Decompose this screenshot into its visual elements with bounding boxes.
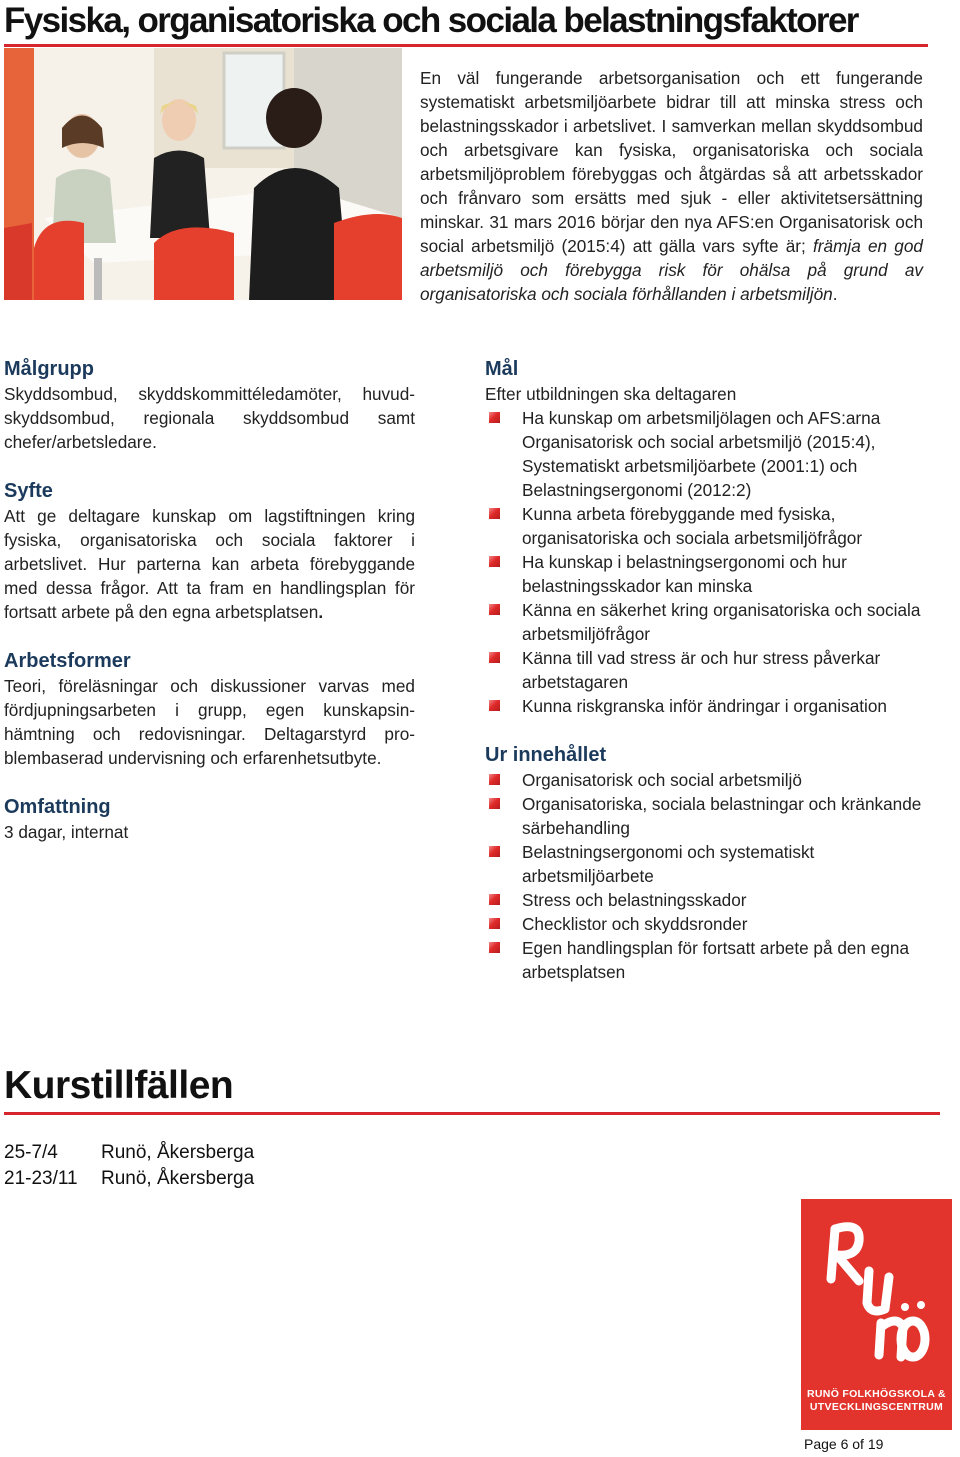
omfattning-text: 3 dagar, internat	[4, 822, 129, 842]
mal-heading: Mål	[485, 358, 519, 380]
intro-text: En väl fungerande arbetsorganisation och ett fungerande systematiskt arbetsmiljöarbete bidrar till att minska stress och belastningsskador i arbetslivet. I samverkan mellan skyddsombud och arbetsgivare kan fysiska, organisatoriska och sociala arbetsmiljöproblem förebyggas och åtgärdas så att arbetsskador och frånvaro som ersätts med sjuk - eller aktivitetsersättning minskar. 31 mars 2016 börjar den nya AFS:en Organisatorisk och social arbetsmiljö (2015:4) att gälla vars syfte är;	[420, 68, 923, 256]
kurstillfallen-heading: Kurstillfällen	[4, 1064, 234, 1107]
arbetsformer-heading: Arbetsformer	[4, 650, 131, 672]
section-omfattning	[4, 794, 415, 844]
syfte-end: .	[318, 602, 324, 622]
section-mal	[485, 356, 925, 718]
bullet-square-icon	[489, 412, 500, 423]
intro-italic-quote: främja en god arbetsmiljö och förebygga risk för ohälsa på grund av organisatoriska och sociala förhållanden i arbetsmiljön	[420, 236, 923, 304]
runo-logo-icon	[801, 1199, 952, 1379]
list-item: Stress och belastningsskador	[485, 888, 925, 912]
innehall-list	[485, 768, 925, 984]
section-arbetsformer	[4, 648, 415, 770]
bullet-square-icon	[489, 942, 500, 953]
dates-table	[4, 1140, 254, 1192]
bullet-square-icon	[489, 652, 500, 663]
date-row	[4, 1166, 254, 1192]
list-item: Checklistor och skyddsronder	[485, 912, 925, 936]
left-column	[4, 356, 415, 868]
bullet-square-icon	[489, 774, 500, 785]
mal-lead: Efter utbildningen ska deltagaren	[485, 384, 737, 404]
place-cell: Runö, Åkersberga	[101, 1168, 255, 1189]
kurstillfallen-rule	[4, 1112, 940, 1115]
bullet-square-icon	[489, 556, 500, 567]
syfte-heading: Syfte	[4, 480, 53, 502]
bullet-square-icon	[489, 894, 500, 905]
logo-line-2: UTVECKLINGSCENTRUM	[809, 1401, 944, 1413]
omfattning-heading: Omfattning	[4, 796, 111, 818]
bullet-square-icon	[489, 604, 500, 615]
list-item: Kunna riskgranska inför ändringar i organisation	[485, 694, 925, 718]
list-item: Ha kunskap i belastningsergonomi och hur belastningsskador kan minska	[485, 550, 925, 598]
malgrupp-heading: Målgrupp	[4, 358, 94, 380]
date-cell: 21-23/11	[4, 1168, 78, 1189]
list-item: Ha kunskap om arbetsmiljölagen och AFS:arna Organisatorisk och social arbetsmiljö (2015:4), Systematiskt arbetsmiljöarbete (2001:1) och Belastningsergonomi (2012:2)	[485, 406, 925, 502]
bullet-square-icon	[489, 798, 500, 809]
syfte-text: Att ge deltagare kunskap om lagstiftningen kring fysiska, organisatoriska och sociala faktorer i arbetslivet. Hur parterna kan arbeta förebyggande med dessa frågor. Att ta fram en handlingsplan för fortsatt arbete på den egna arbetsplatsen	[4, 506, 415, 622]
page-number: Page 6 of 19	[804, 1436, 884, 1452]
page-title: Fysiska, organisatoriska och sociala belastningsfaktorer	[4, 1, 858, 40]
date-row	[4, 1140, 254, 1166]
section-malgrupp	[4, 356, 415, 454]
bullet-square-icon	[489, 508, 500, 519]
intro-paragraph	[420, 66, 923, 306]
list-item: Egen handlingsplan för fortsatt arbete på den egna arbetsplatsen	[485, 936, 925, 984]
section-syfte	[4, 478, 415, 624]
intro-end: .	[832, 284, 838, 304]
section-innehall	[485, 742, 925, 984]
bullet-square-icon	[489, 918, 500, 929]
list-item: Organisatoriska, sociala belastningar och kränkande särbehandling	[485, 792, 925, 840]
runo-logo	[801, 1199, 952, 1430]
list-item: Belastningsergonomi och systematiskt arbetsmiljöarbete	[485, 840, 925, 888]
arbetsformer-text: Teori, föreläsningar och diskussioner varvas med fördjupningsarbeten i grupp, egen kunskapsin-hämtning och redovisningar. Deltagarstyrd pro-blembaserad undervisning och erfarenhetsutbyte.	[4, 676, 415, 768]
place-cell: Runö, Åkersberga	[101, 1142, 255, 1163]
bullet-square-icon	[489, 846, 500, 857]
syfte-text-wrap	[4, 504, 415, 624]
date-cell: 25-7/4	[4, 1142, 58, 1163]
logo-text	[801, 1388, 952, 1414]
title-rule	[4, 44, 928, 47]
innehall-heading: Ur innehållet	[485, 744, 607, 766]
meeting-photo	[4, 48, 402, 300]
list-item: Organisatorisk och social arbetsmiljö	[485, 768, 925, 792]
list-item: Känna en säkerhet kring organisatoriska och sociala arbetsmiljöfrågor	[485, 598, 925, 646]
malgrupp-text: Skyddsombud, skyddskommittéledamöter, huvud-skyddsombud, regionala skyddsombud samt chefer/arbetsledare.	[4, 384, 415, 452]
bullet-square-icon	[489, 700, 500, 711]
mal-list	[485, 406, 925, 718]
list-item: Känna till vad stress är och hur stress påverkar arbetstagaren	[485, 646, 925, 694]
right-column	[485, 356, 925, 984]
logo-line-1: RUNÖ FOLKHÖGSKOLA &	[807, 1388, 946, 1400]
list-item: Kunna arbeta förebyggande med fysiska, organisatoriska och sociala arbetsmiljöfrågor	[485, 502, 925, 550]
